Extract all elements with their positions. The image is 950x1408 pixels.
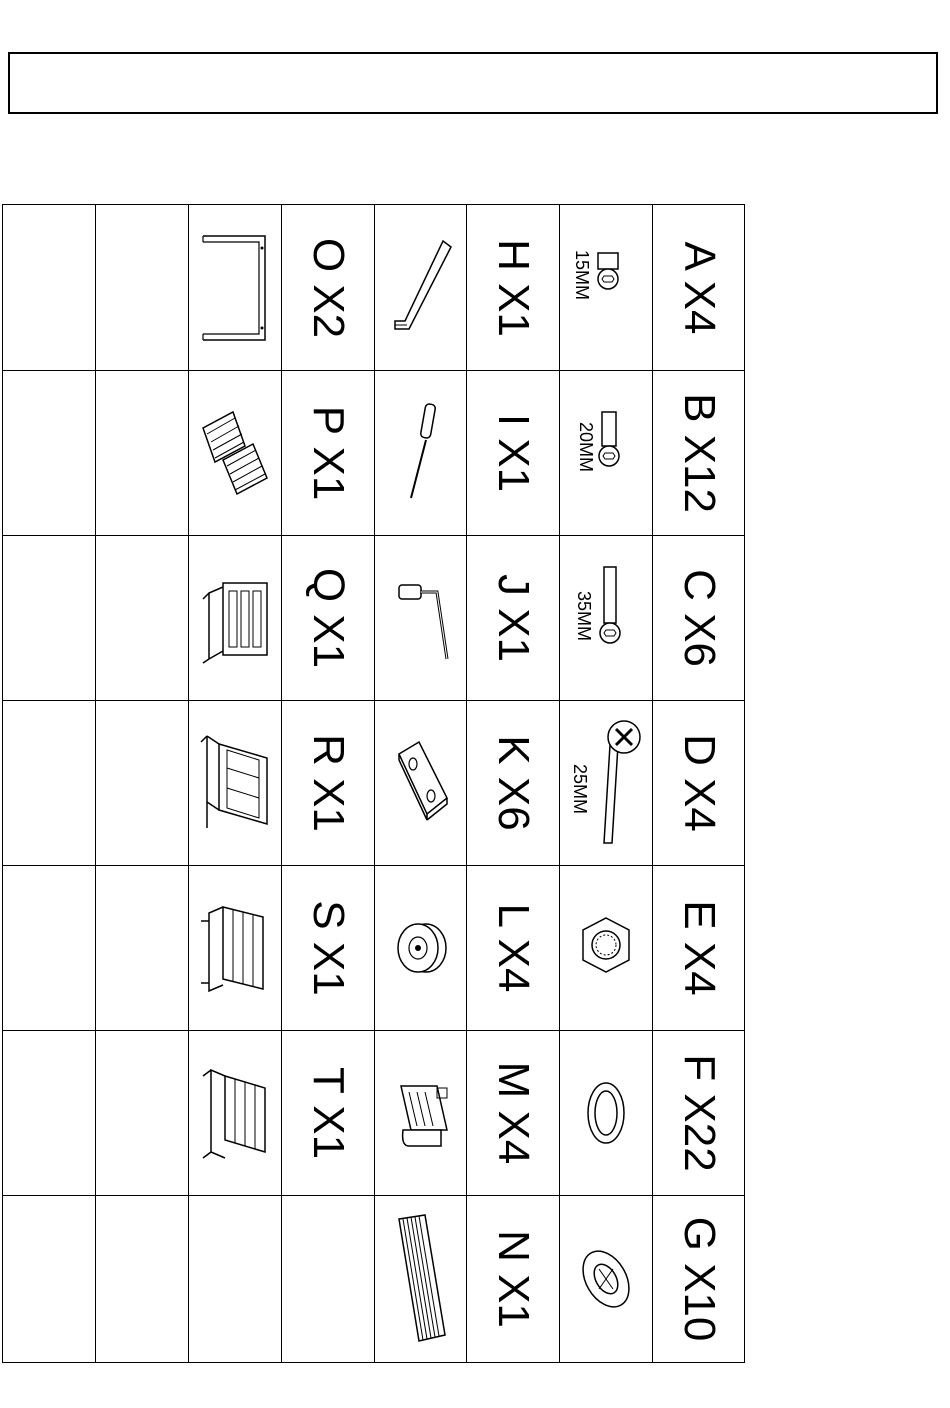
- tool-m-image-cell: [375, 1031, 467, 1196]
- table-row: [3, 866, 745, 1031]
- part-b-image-cell: [560, 371, 653, 536]
- table-row: [3, 701, 745, 866]
- part-s-label-cell: [282, 866, 375, 1031]
- table-row: [3, 371, 745, 536]
- parts-table: [2, 204, 745, 1363]
- armchair-icon: [193, 1058, 277, 1168]
- part-p-label-cell: [282, 371, 375, 536]
- tool-l-label-cell: [467, 866, 560, 1031]
- part-g-image-cell: [560, 1196, 653, 1363]
- tool-i-image-cell: [375, 371, 467, 536]
- part-r-label: R X1: [304, 734, 353, 832]
- tool-i-label-cell: [467, 371, 560, 536]
- tool-h-label-cell: [467, 205, 560, 371]
- empty-cell: [96, 536, 189, 701]
- part-a-label-cell: [653, 205, 745, 371]
- part-c-size: 35MM: [574, 590, 594, 642]
- part-d-label: D X4: [674, 734, 724, 832]
- screwdriver-icon: [391, 398, 451, 508]
- empty-cell: [96, 1196, 189, 1363]
- part-e-label-cell: [653, 866, 745, 1031]
- tool-m-label-cell: [467, 1031, 560, 1196]
- tool-k-label-cell: [467, 701, 560, 866]
- part-t-label-cell: [282, 1031, 375, 1196]
- empty-cell: [96, 205, 189, 371]
- part-c-label: C X6: [674, 569, 724, 667]
- tool-h-label: H X1: [489, 238, 538, 337]
- part-e-label: E X4: [674, 900, 724, 996]
- tool-j-label-cell: [467, 536, 560, 701]
- part-p-label: P X1: [304, 405, 353, 501]
- part-r-image-cell: [189, 701, 282, 866]
- part-g-label-cell: [653, 1196, 745, 1363]
- part-q-label: Q X1: [304, 567, 353, 669]
- part-p-image-cell: [189, 371, 282, 536]
- socket-wrench-icon: [381, 563, 461, 673]
- part-s-label: S X1: [304, 900, 353, 996]
- part-e-image-cell: [560, 866, 653, 1031]
- washer-icon: [576, 1073, 636, 1153]
- tool-h-image-cell: [375, 205, 467, 371]
- part-f-image-cell: [560, 1031, 653, 1196]
- part-d-label-cell: [653, 701, 745, 866]
- tool-j-image-cell: [375, 536, 467, 701]
- empty-cell: [3, 205, 96, 371]
- part-g-label: G X10: [674, 1216, 724, 1342]
- bench-icon: [193, 893, 277, 1003]
- part-d-image-cell: [560, 701, 653, 866]
- part-f-label: F X22: [674, 1054, 724, 1172]
- tool-k-label: K X6: [489, 735, 538, 831]
- part-o-label: O X2: [304, 237, 353, 338]
- empty-cell: [282, 1196, 375, 1363]
- table-row: [3, 536, 745, 701]
- empty-cell: [3, 371, 96, 536]
- empty-cell: [3, 1031, 96, 1196]
- foot-cap-icon: [381, 1068, 461, 1158]
- connector-plate-icon: [381, 728, 461, 838]
- part-a-size: 15MM: [572, 249, 592, 301]
- part-q-image-cell: [189, 536, 282, 701]
- hex-nut-icon: [571, 908, 641, 988]
- part-b-label-cell: [653, 371, 745, 536]
- part-a-label: A X4: [674, 241, 724, 334]
- part-q-label-cell: [282, 536, 375, 701]
- chair-frame-icon: [193, 563, 277, 673]
- wheel-icon: [386, 908, 456, 988]
- tool-k-image-cell: [375, 701, 467, 866]
- folded-slat-panel-icon: [193, 398, 277, 508]
- part-c-label-cell: [653, 536, 745, 701]
- part-r-label-cell: [282, 701, 375, 866]
- tool-l-label: L X4: [489, 903, 538, 993]
- empty-cell: [96, 866, 189, 1031]
- tool-m-label: M X4: [489, 1061, 538, 1165]
- part-c-image-cell: [560, 536, 653, 701]
- table-row: [3, 1031, 745, 1196]
- part-o-label-cell: [282, 205, 375, 371]
- empty-cell: [3, 1196, 96, 1363]
- empty-cell: [3, 701, 96, 866]
- tool-n-label: N X1: [489, 1230, 538, 1328]
- part-t-image-cell: [189, 1031, 282, 1196]
- empty-cell: [96, 1031, 189, 1196]
- empty-cell: [3, 866, 96, 1031]
- tool-n-label-cell: [467, 1196, 560, 1363]
- empty-cell: [3, 536, 96, 701]
- part-d-size: 25MM: [570, 763, 590, 815]
- empty-cell: [96, 371, 189, 536]
- part-f-label-cell: [653, 1031, 745, 1196]
- empty-cell: [96, 701, 189, 866]
- header-box: [8, 52, 938, 114]
- part-o-image-cell: [189, 205, 282, 371]
- part-a-image-cell: [560, 205, 653, 371]
- slatted-panel-icon: [381, 1209, 461, 1349]
- bench-assembly-icon: [193, 728, 277, 838]
- part-t-label: T X1: [304, 1066, 353, 1160]
- part-b-size: 20MM: [576, 421, 596, 473]
- u-frame-icon: [195, 228, 275, 348]
- table-row: [3, 1196, 745, 1363]
- allen-key-icon: [381, 233, 461, 343]
- part-b-label: B X12: [674, 393, 724, 513]
- table-row: [3, 205, 745, 371]
- tool-j-label: J X1: [489, 573, 538, 663]
- empty-cell: [189, 1196, 282, 1363]
- tool-i-label: I X1: [489, 413, 538, 493]
- part-s-image-cell: [189, 866, 282, 1031]
- lock-washer-icon: [571, 1239, 641, 1319]
- tool-l-image-cell: [375, 866, 467, 1031]
- tool-n-image-cell: [375, 1196, 467, 1363]
